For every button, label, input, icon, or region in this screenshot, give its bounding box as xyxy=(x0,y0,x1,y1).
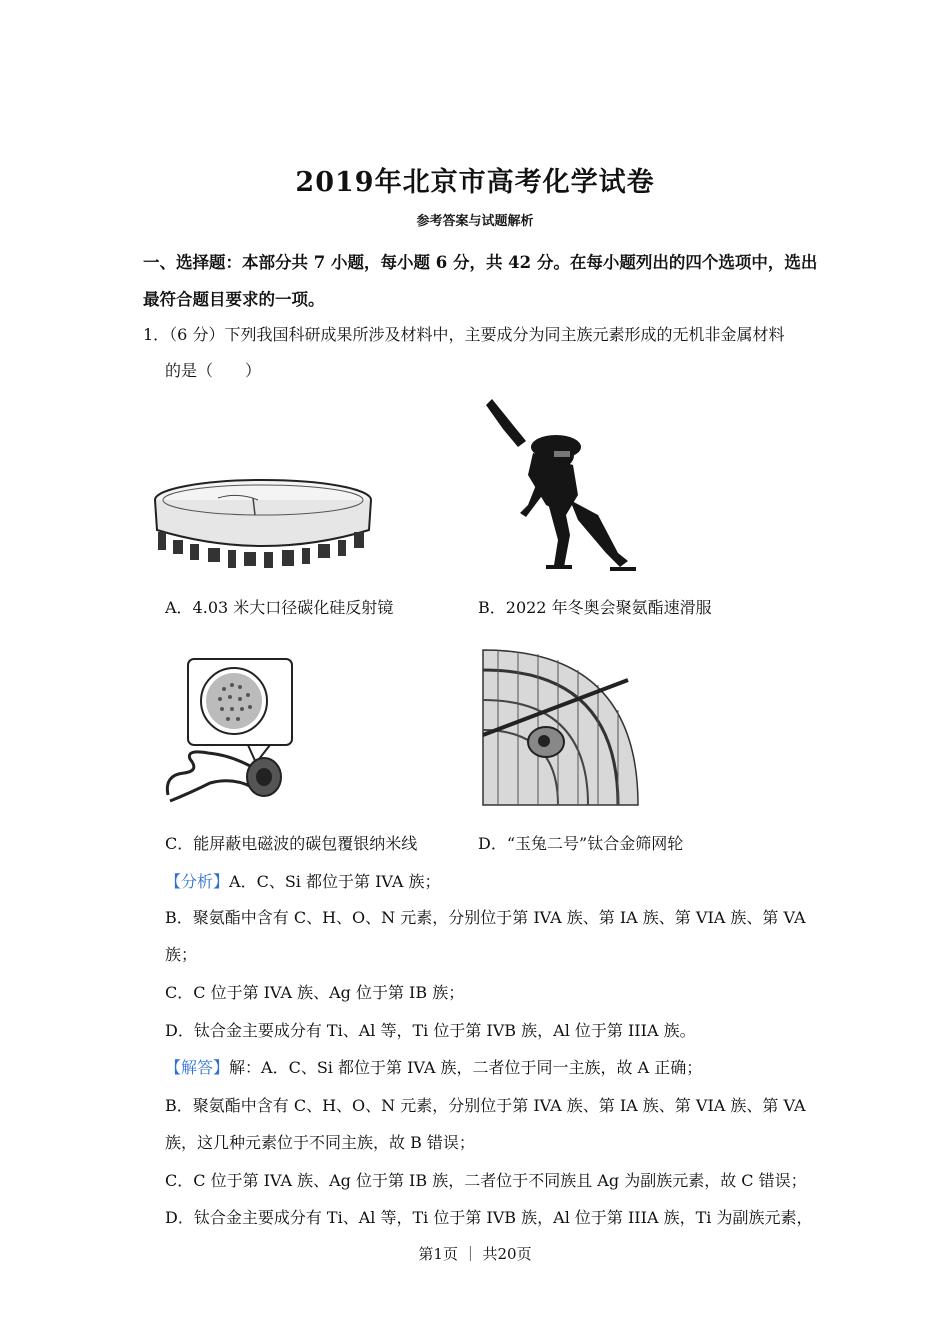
page-footer: 第1页 ｜ 共20页 xyxy=(418,1245,532,1263)
answer-line4: C．C 位于第 IVA 族、Ag 位于第 IB 族，二者位于不同族且 Ag 为副族元素，故 C 错误； xyxy=(165,1171,807,1190)
page-subtitle: 参考答案与试题解析 xyxy=(416,214,534,229)
page-title: 2019年北京市高考化学试卷 xyxy=(295,167,655,198)
analysis-line4: C．C 位于第 IVA 族、Ag 位于第 IB 族； xyxy=(165,983,465,1002)
wheel-photo-icon xyxy=(478,640,643,810)
question-stem-line1: 1．（6 分）下列我国科研成果所涉及材料中，主要成分为同主族元素形成的无机非金属材料 xyxy=(143,325,785,344)
analysis-line5: D．钛合金主要成分有 Ti、Al 等，Ti 位于第 IVB 族，Al 位于第 IIIA 族。 xyxy=(165,1021,696,1040)
analysis-line3: 族； xyxy=(165,945,198,964)
speed-skater-photo-icon xyxy=(478,395,648,580)
answer-tag: 【解答】 xyxy=(165,1058,230,1077)
question-stem-line2: 的是（ ） xyxy=(165,361,262,380)
answer-line2: B．聚氨酯中含有 C、H、O、N 元素，分别位于第 IVA 族、第 IA 族、第 VIA 族、第 VA xyxy=(165,1096,806,1115)
option-a-label: A．4.03 米大口径碳化硅反射镜 xyxy=(165,598,394,617)
option-d-label: D．“玉兔二号”钛合金筛网轮 xyxy=(478,834,684,853)
option-c-label: C．能屏蔽电磁波的碳包覆银纳米线 xyxy=(165,834,418,853)
answer-line5: D．钛合金主要成分有 Ti、Al 等，Ti 位于第 IVB 族，Al 位于第 IIIA 族，Ti 为副族元素， xyxy=(165,1208,813,1227)
section-heading-line1: 一、选择题：本部分共 7 小题，每小题 6 分，共 42 分。在每小题列出的四个选项中，选出 xyxy=(143,253,818,272)
answer-line1: 【解答】解：A．C、Si 都位于第 IVA 族，二者位于同一主族，故 A 正确； xyxy=(165,1058,703,1077)
analysis-line1: 【分析】A．C、Si 都位于第 IVA 族； xyxy=(165,872,441,891)
analysis-tag: 【分析】 xyxy=(165,872,230,891)
analysis-line2: B．聚氨酯中含有 C、H、O、N 元素，分别位于第 IVA 族、第 IA 族、第 VIA 族、第 VA xyxy=(165,908,806,927)
mirror-photo-icon xyxy=(148,470,378,585)
nanowire-diagram-icon xyxy=(160,655,300,805)
option-b-label: B．2022 年冬奥会聚氨酯速滑服 xyxy=(478,598,712,617)
section-heading-line2: 最符合题目要求的一项。 xyxy=(143,290,325,309)
answer-line3: 族，这几种元素位于不同主族，故 B 错误； xyxy=(165,1133,475,1152)
